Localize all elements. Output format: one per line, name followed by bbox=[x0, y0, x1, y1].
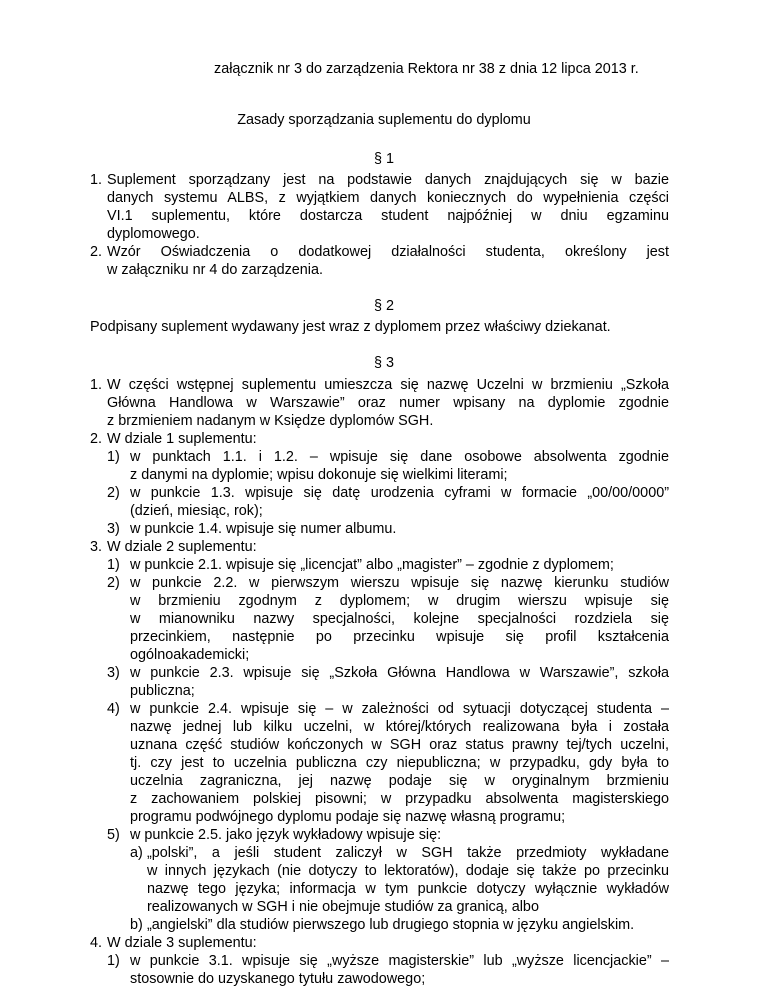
paragraph-line: w punkcie 3.1. wpisuje się „wyższe magisterskie” lub „wyższe licencjackie” – bbox=[130, 953, 669, 969]
paragraph-line: W dziale 2 suplementu: bbox=[107, 539, 257, 555]
paragraph-line: VI.1 suplementu, które dostarcza student najpóźniej w dniu egzaminu bbox=[107, 208, 669, 224]
paragraph-line: publiczna; bbox=[130, 683, 195, 699]
paragraph-line: programu podwójnego dyplomu podaje się nazwę własną programu; bbox=[130, 809, 566, 825]
paragraph-line: dyplomowego. bbox=[107, 226, 200, 242]
letter-item-number: b) bbox=[130, 917, 143, 933]
list-number: 4. bbox=[90, 935, 103, 951]
paragraph-line: w punkcie 1.4. wpisuje się numer albumu. bbox=[130, 521, 397, 537]
paragraph-line: danych systemu ALBS, z wyjątkiem danych koniecznych do wypełnienia części bbox=[107, 190, 669, 206]
paragraph-line: w punktach 1.1. i 1.2. – wpisuje się dane osobowe absolwenta zgodnie bbox=[130, 449, 669, 465]
paragraph-line: W dziale 3 suplementu: bbox=[107, 935, 257, 951]
paragraph-line: nazwę tego języka; informacja w tym punkcie dotyczy wyłącznie wykładów bbox=[147, 881, 669, 897]
paragraph-line: w innych językach (nie dotyczy to lektoratów), dodaje się także po przecinku bbox=[147, 863, 669, 879]
paragraph-line: przecinkiem, następnie po przecinku wpisuje się profil kształcenia bbox=[130, 629, 669, 645]
paragraph-line: realizowanych w SGH i nie obejmuje studiów za granicą, albo bbox=[147, 899, 539, 915]
paragraph-line: „polski”, a jeśli student zaliczył w SGH także przedmioty wykładane bbox=[147, 845, 669, 861]
paragraph-line: „angielski” dla studiów pierwszego lub drugiego stopnia w języku angielskim. bbox=[147, 917, 635, 933]
sublist-number: 1) bbox=[107, 557, 120, 573]
paragraph-line: W części wstępnej suplementu umieszcza się nazwę Uczelni w brzmieniu „Szkoła bbox=[107, 377, 669, 393]
paragraph-line: w załączniku nr 4 do zarządzenia. bbox=[107, 262, 323, 278]
sublist-number: 1) bbox=[107, 953, 120, 969]
paragraph-line: (dzień, miesiąc, rok); bbox=[130, 503, 263, 519]
paragraph-line: Podpisany suplement wydawany jest wraz z dyplomem przez właściwy dziekanat. bbox=[90, 319, 611, 335]
paragraph-line: w punkcie 2.3. wpisuje się „Szkoła Główna Handlowa w Warszawie”, szkoła bbox=[130, 665, 669, 681]
paragraph-line: tj. czy jest to uczelnia publiczna czy niepubliczna; w przypadku, gdy była to bbox=[130, 755, 669, 771]
sublist-number: 3) bbox=[107, 665, 120, 681]
paragraph-line: nazwę jednej lub kilku uczelni, w której/których realizowana była i została bbox=[130, 719, 669, 735]
section-3-heading: § 3 bbox=[373, 355, 394, 371]
section-1-heading: § 1 bbox=[373, 151, 394, 167]
sublist-number: 2) bbox=[107, 575, 120, 591]
paragraph-line: z zachowaniem polskiej pisowni; w przypadku absolwenta magisterskiego bbox=[130, 791, 669, 807]
paragraph-line: Główna Handlowa w Warszawie” oraz numer wpisany na dyplomie zgodnie bbox=[107, 395, 669, 411]
paragraph-line: uznana część studiów kończonych w SGH oraz status prawny tej/tych uczelni, bbox=[130, 737, 669, 753]
list-number: 2. bbox=[90, 244, 103, 260]
section-2-heading: § 2 bbox=[373, 298, 394, 314]
paragraph-line: Wzór Oświadczenia o dodatkowej działalności studenta, określony jest bbox=[107, 244, 669, 260]
paragraph-line: w mianowniku nazwy specjalności, kolejne specjalności rozdziela się bbox=[130, 611, 669, 627]
paragraph-line: w punkcie 2.1. wpisuje się „licencjat” albo „magister” – zgodnie z dyplomem; bbox=[130, 557, 614, 573]
letter-item-number: a) bbox=[130, 845, 143, 861]
paragraph-line: ogólnoakademicki; bbox=[130, 647, 250, 663]
paragraph-line: w brzmieniu zgodnym z dyplomem; w drugim wierszu wpisuje się bbox=[130, 593, 669, 609]
sublist-number: 4) bbox=[107, 701, 120, 717]
sublist-number: 3) bbox=[107, 521, 120, 537]
paragraph-line: w punkcie 1.3. wpisuje się datę urodzenia cyframi w formacie „00/00/0000” bbox=[130, 485, 669, 501]
paragraph-line: uczelnia zagraniczna, jej nazwę podaje się w oryginalnym brzmieniu bbox=[130, 773, 669, 789]
paragraph-line: w punkcie 2.5. jako język wykładowy wpisuje się: bbox=[130, 827, 442, 843]
list-number: 2. bbox=[90, 431, 103, 447]
paragraph-line: z danymi na dyplomie; wpisu dokonuje się wielkimi literami; bbox=[130, 467, 508, 483]
sublist-number: 2) bbox=[107, 485, 120, 501]
paragraph-line: w punkcie 2.4. wpisuje się – w zależności od sytuacji dotyczącej studenta – bbox=[130, 701, 669, 717]
document-header: załącznik nr 3 do zarządzenia Rektora nr 38 z dnia 12 lipca 2013 r. bbox=[214, 61, 639, 77]
sublist-number: 5) bbox=[107, 827, 120, 843]
paragraph-line: z brzmieniem nadanym w Księdze dyplomów SGH. bbox=[107, 413, 434, 429]
paragraph-line: Suplement sporządzany jest na podstawie danych znajdujących się w bazie bbox=[107, 172, 669, 188]
list-number: 3. bbox=[90, 539, 103, 555]
list-number: 1. bbox=[90, 377, 103, 393]
sublist-number: 1) bbox=[107, 449, 120, 465]
paragraph-line: stosownie do uzyskanego tytułu zawodowego; bbox=[130, 971, 426, 987]
paragraph-line: W dziale 1 suplementu: bbox=[107, 431, 257, 447]
paragraph-line: w punkcie 2.2. w pierwszym wierszu wpisuje się nazwę kierunku studiów bbox=[130, 575, 669, 591]
document-title: Zasady sporządzania suplementu do dyplomu bbox=[237, 112, 531, 128]
list-number: 1. bbox=[90, 172, 103, 188]
